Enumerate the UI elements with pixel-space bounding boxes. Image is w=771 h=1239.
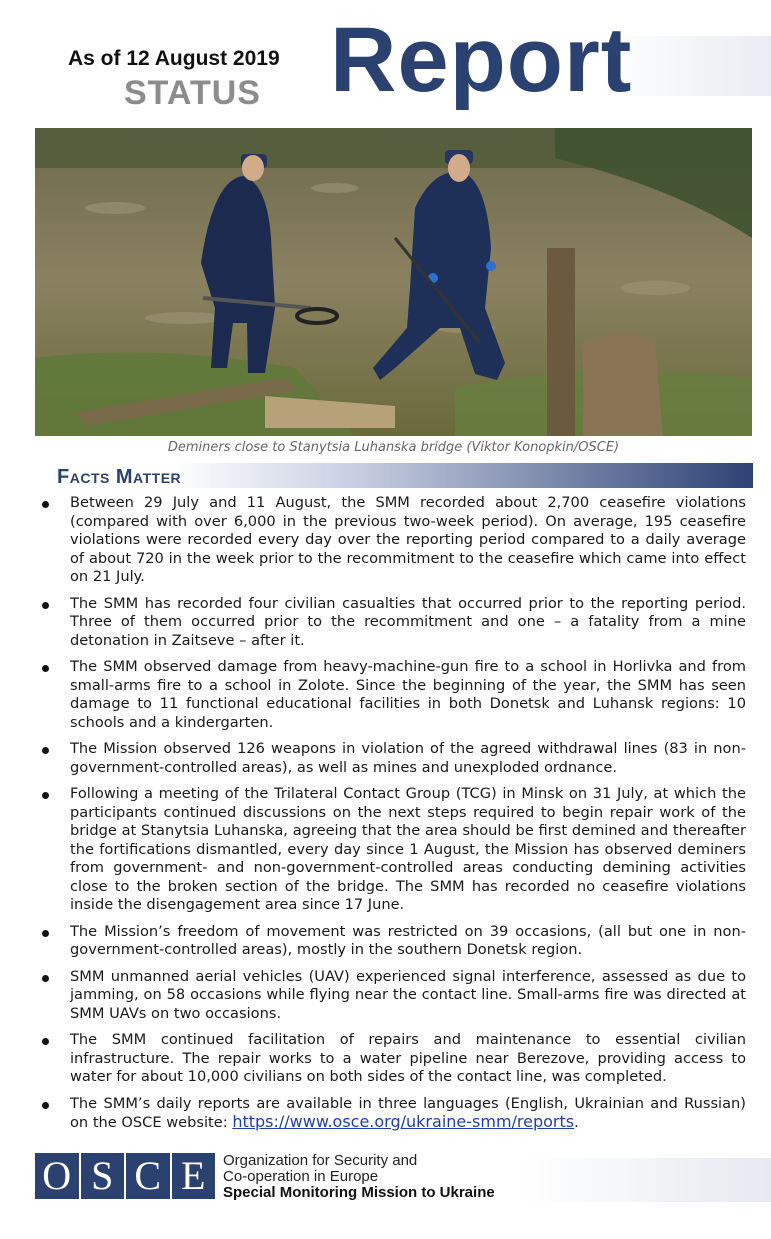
bullet-icon xyxy=(42,602,49,609)
list-item xyxy=(42,923,746,960)
bullet-icon xyxy=(42,930,49,937)
photo-caption: Deminers close to Stanytsia Luhanska bridge (Viktor Konopkin/OSCE) xyxy=(167,440,620,455)
bullet-icon xyxy=(42,792,49,799)
report-title: Report xyxy=(330,9,633,111)
report-date: As of 12 August 2019 xyxy=(68,47,280,70)
logo-letter-e: E xyxy=(172,1153,216,1199)
list-item xyxy=(42,740,746,777)
section-title: Facts Matter xyxy=(57,466,182,488)
bullet-icon xyxy=(42,501,49,508)
bullet-text: The Mission observed 126 weapons in violation of the agreed withdrawal lines (83 in non-government-controlled areas), as well as mines and unexploded ordnance. xyxy=(70,740,746,776)
bullet-icon xyxy=(42,975,49,982)
bullet-text: Between 29 July and 11 August, the SMM recorded about 2,700 ceasefire violations (compared with over 6,000 in the previous two-week period). On average, 195 ceasefire violations were recorded every day over the reporting period compared to a daily average of about 720 in the week prior to the recommitment to the ceasefire which came into effect on 21 July. xyxy=(70,494,746,585)
footer-gradient xyxy=(520,1158,771,1202)
logo-letter-o: O xyxy=(35,1153,79,1199)
list-item xyxy=(42,968,746,1024)
reports-link[interactable]: https://www.osce.org/ukraine-smm/reports xyxy=(232,1112,575,1131)
bullet-text: The Mission’s freedom of movement was restricted on 39 occasions, (all but one in non-government-controlled areas), mostly in the southern Donetsk region. xyxy=(70,922,746,958)
bullet-icon xyxy=(42,747,49,754)
bullet-text: The SMM’s daily reports are available in three languages (English, Ukrainian and Russian) on the OSCE website: xyxy=(70,1094,746,1131)
list-item xyxy=(42,494,746,587)
bullet-icon xyxy=(42,665,49,672)
bullet-text: The SMM continued facilitation of repairs and maintenance to essential civilian infrastructure. The repair works to a water pipeline near Berezove, providing access to water for about 10,000 civilians on both sides of the contact line, was completed. xyxy=(70,1031,746,1085)
logo-letter-s: S xyxy=(81,1153,125,1199)
list-item xyxy=(42,595,746,651)
bullet-text: The SMM observed damage from heavy-machine-gun fire to a school in Horlivka and from small-arms fire to a school in Zolote. Since the beginning of the year, the SMM has seen damage to 11 functional educational facilities in both Donetsk and Luhansk regions: 10 schools and a kindergarten. xyxy=(70,658,746,731)
deminers-photo xyxy=(35,128,752,436)
bullet-icon xyxy=(42,1102,49,1109)
bullet-end: . xyxy=(574,1114,579,1131)
bullet-text: The SMM has recorded four civilian casualties that occurred prior to the reporting period. Three of them occurred prior to the recommitment and one – a fatality from a mine detonation in Zaitseve – after it. xyxy=(70,594,746,649)
org-line-1: Organization for Security and xyxy=(223,1152,418,1169)
status-label: STATUS xyxy=(124,74,261,112)
bullet-icon xyxy=(42,1038,49,1045)
logo-letter-c: C xyxy=(126,1153,170,1199)
org-line-2: Co-operation in Europe xyxy=(223,1168,379,1185)
list-item xyxy=(42,785,746,915)
list-item xyxy=(42,1095,746,1133)
osce-logo xyxy=(35,1153,215,1199)
list-item xyxy=(42,658,746,732)
bullet-text: SMM unmanned aerial vehicles (UAV) experienced signal interference, assessed as due to jamming, on 58 occasions while flying near the contact line. Small-arms fire was directed at SMM UAVs on two occasions. xyxy=(70,967,746,1022)
list-item xyxy=(42,1031,746,1087)
bullet-text: Following a meeting of the Trilateral Contact Group (TCG) in Minsk on 31 July, at which the participants continued discussions on the next steps required to begin repair work of the bridge at Stanytsia Luhanska, agreeing that the area should be first demined and thereafter the fortifications dismantled, every day since 1 August, the Mission has observed deminers from government- and non-government-controlled areas conducting demining activities close to the broken section of the bridge. The SMM has recorded no ceasefire violations inside the disengagement area since 17 June. xyxy=(70,785,746,913)
mission-name: Special Monitoring Mission to Ukraine xyxy=(223,1184,495,1201)
facts-list xyxy=(42,494,746,1141)
organization-name xyxy=(223,1153,495,1201)
